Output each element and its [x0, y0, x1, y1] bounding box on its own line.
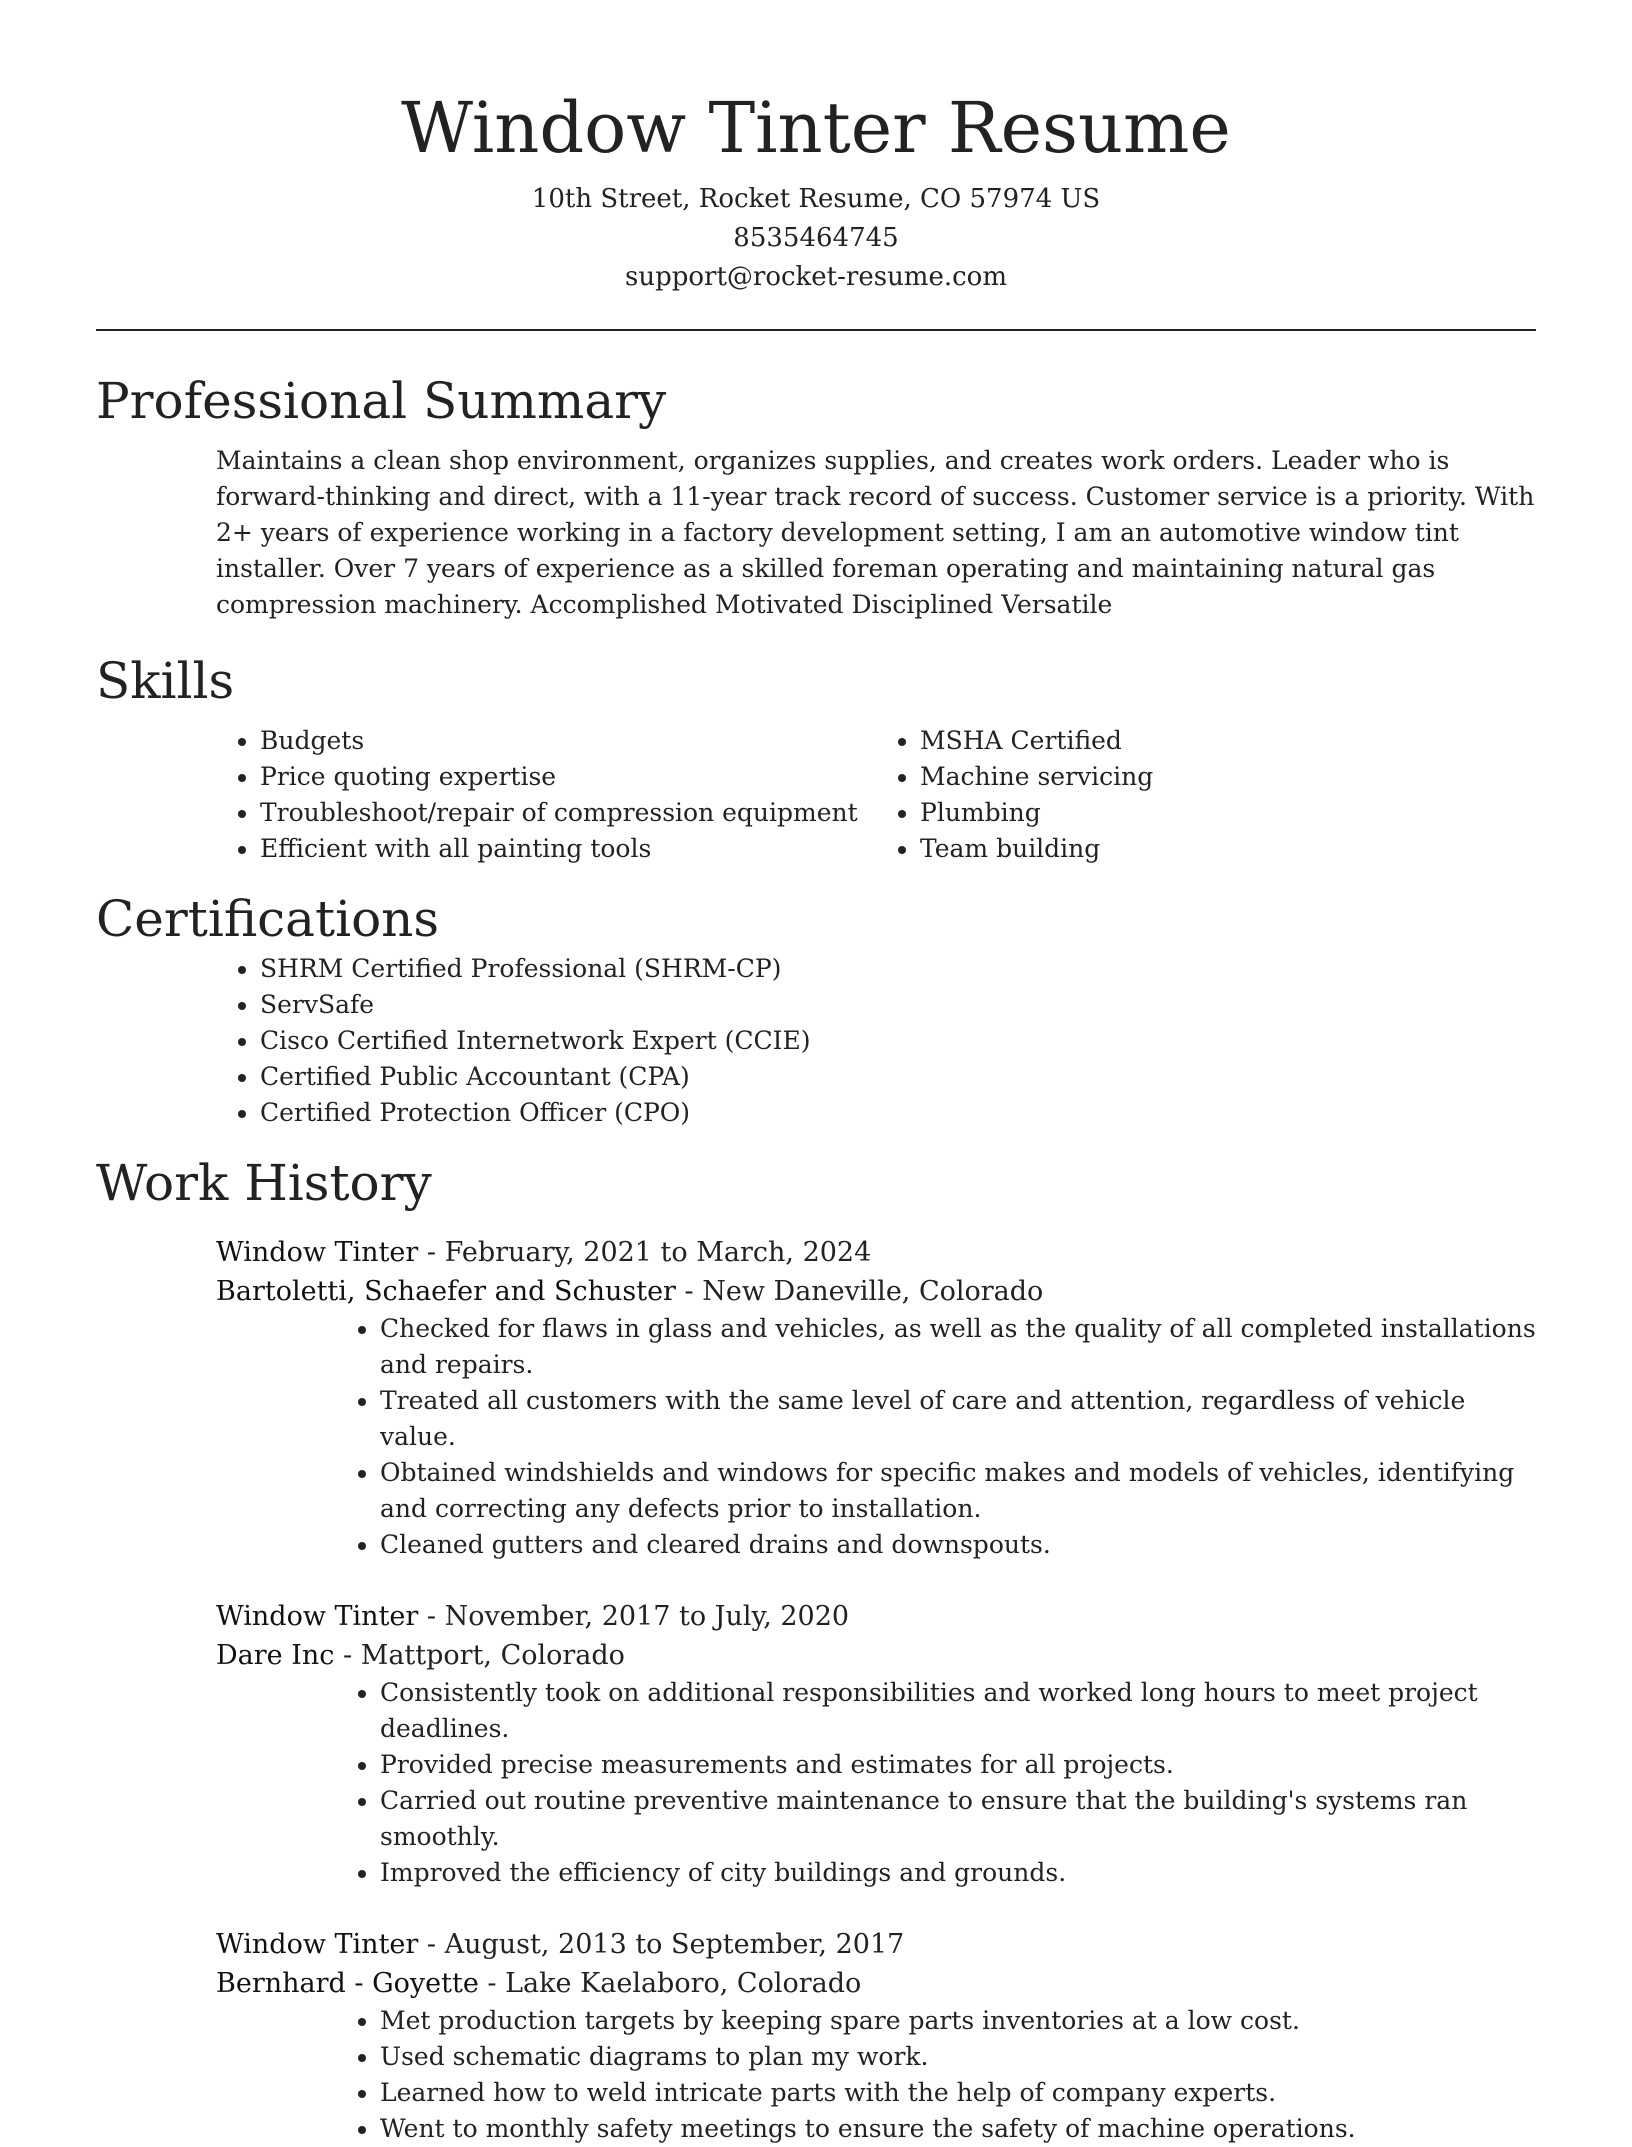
job-duty: • Treated all customers with the same level of care and attention, regardless of vehicle value. — [380, 1383, 1536, 1455]
certification-item: • SHRM Certified Professional (SHRM-CP) — [260, 951, 1536, 987]
work-history-heading: Work History — [96, 1154, 432, 1212]
contact-address: 10th Street, Rocket Resume, CO 57974 US — [531, 184, 1101, 214]
resume-header — [96, 0, 1536, 297]
job-duties-list — [216, 1311, 1536, 1563]
job-entry — [96, 1597, 1536, 1891]
certification-item: • Certified Public Accountant (CPA) — [260, 1059, 1536, 1095]
summary-section — [96, 369, 1536, 623]
job-duty: • Checked for flaws in glass and vehicles, as well as the quality of all completed installations and repairs. — [380, 1311, 1536, 1383]
skill-item: • Budgets — [260, 723, 876, 759]
job-duty: • Cleaned gutters and cleared drains and downspouts. — [380, 1527, 1536, 1563]
skill-item: • Machine servicing — [920, 759, 1536, 795]
job-title: Window Tinter — [216, 1929, 419, 1960]
summary-text: Maintains a clean shop environment, organizes supplies, and creates work orders. Leader who is forward-thinking and direct, with a 11-year track record of success. Customer service is a priority. With 2+ years of experience working in a factory development setting, I am an automotive window tint installer. Over 7 years of experience as a skilled foreman operating and maintaining natural gas compression machinery. Accomplished Motivated Disciplined Versatile — [216, 446, 1535, 619]
job-title-line — [216, 1925, 1536, 1964]
certifications-list — [96, 951, 1536, 1131]
job-title-line — [216, 1597, 1536, 1636]
job-dates: February, 2021 to March, 2024 — [444, 1237, 872, 1268]
job-duty: • Carried out routine preventive maintenance to ensure that the building's systems ran smoothly. — [380, 1783, 1536, 1855]
job-duty: • Consistently took on additional responsibilities and worked long hours to meet project deadlines. — [380, 1675, 1536, 1747]
job-company-line — [216, 1964, 1536, 2003]
job-company-line — [216, 1636, 1536, 1675]
separator: - — [418, 1929, 445, 1960]
skills-heading: Skills — [96, 652, 235, 710]
job-duties-list — [216, 2003, 1536, 2147]
separator: - — [418, 1237, 445, 1268]
certification-item: • Cisco Certified Internetwork Expert (CCIE) — [260, 1023, 1536, 1059]
job-duties-list — [216, 1675, 1536, 1891]
summary-heading: Professional Summary — [96, 372, 667, 430]
resume-title: Window Tinter Resume — [401, 87, 1231, 169]
skill-item: • Troubleshoot/repair of compression equipment — [260, 795, 876, 831]
skills-section — [96, 649, 1536, 867]
certification-item: • ServSafe — [260, 987, 1536, 1023]
job-entry — [96, 1233, 1536, 1563]
separator: - — [334, 1640, 361, 1671]
job-duty: • Provided precise measurements and estimates for all projects. — [380, 1747, 1536, 1783]
job-duty: • Used schematic diagrams to plan my work. — [380, 2039, 1536, 2075]
work-history-section — [96, 1151, 1536, 2147]
skills-list-right — [876, 723, 1536, 867]
job-duty: • Obtained windshields and windows for specific makes and models of vehicles, identifying and correcting any defects prior to installation. — [380, 1455, 1536, 1527]
job-duty: • Went to monthly safety meetings to ensure the safety of machine operations. — [380, 2111, 1536, 2147]
job-company: Bartoletti, Schaefer and Schuster — [216, 1276, 676, 1307]
job-location: Lake Kaelaboro, Colorado — [505, 1968, 862, 1999]
job-dates: August, 2013 to September, 2017 — [444, 1929, 905, 1960]
separator: - — [478, 1968, 506, 1999]
separator: - — [675, 1276, 703, 1307]
contact-block — [96, 180, 1536, 297]
contact-email: support@rocket-resume.com — [624, 262, 1007, 292]
skills-grid — [96, 723, 1536, 867]
separator: - — [418, 1601, 445, 1632]
job-title-line — [216, 1233, 1536, 1272]
skills-list-left — [96, 723, 876, 867]
job-title: Window Tinter — [216, 1601, 419, 1632]
contact-phone: 8535464745 — [733, 223, 899, 253]
header-divider — [96, 329, 1536, 331]
job-dates: November, 2017 to July, 2020 — [444, 1601, 850, 1632]
job-location: Mattport, Colorado — [360, 1640, 625, 1671]
job-company: Dare Inc — [216, 1640, 335, 1671]
certification-item: • Certified Protection Officer (CPO) — [260, 1095, 1536, 1131]
certifications-heading: Certifications — [96, 890, 440, 948]
job-company: Bernhard - Goyette — [216, 1968, 479, 1999]
skill-item: • Efficient with all painting tools — [260, 831, 876, 867]
job-duty: • Improved the efficiency of city buildings and grounds. — [380, 1855, 1536, 1891]
job-company-line — [216, 1272, 1536, 1311]
job-duty: • Learned how to weld intricate parts with the help of company experts. — [380, 2075, 1536, 2111]
skill-item: • Plumbing — [920, 795, 1536, 831]
job-location: New Daneville, Colorado — [702, 1276, 1044, 1307]
skill-item: • Price quoting expertise — [260, 759, 876, 795]
job-duty: • Met production targets by keeping spare parts inventories at a low cost. — [380, 2003, 1536, 2039]
skill-item: • MSHA Certified — [920, 723, 1536, 759]
certifications-section — [96, 887, 1536, 1131]
skill-item: • Team building — [920, 831, 1536, 867]
job-entry — [96, 1925, 1536, 2147]
job-title: Window Tinter — [216, 1237, 419, 1268]
